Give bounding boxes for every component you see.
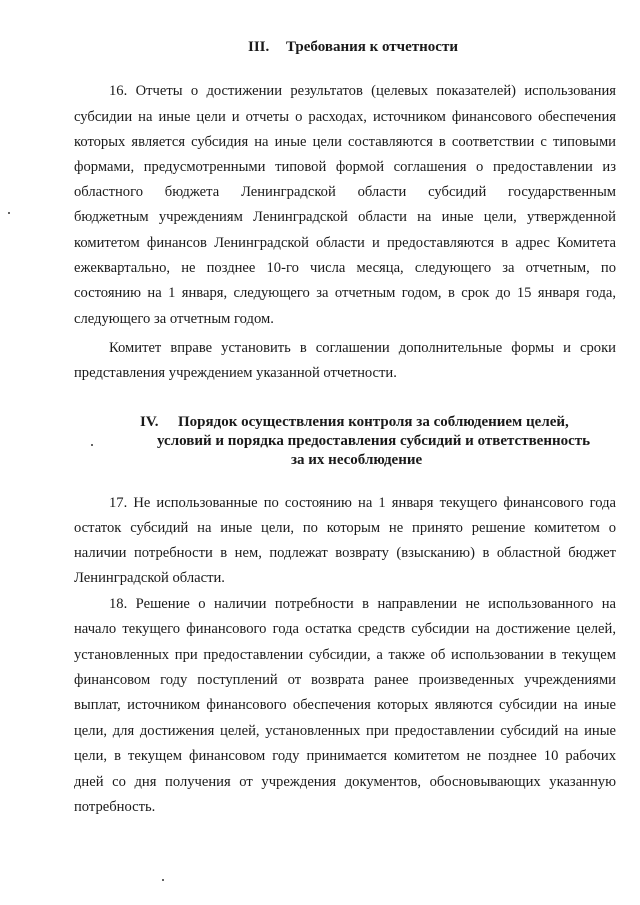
para-18-line: выплат, источником финансового обеспечения которых являются субсидии на иные [74, 697, 616, 713]
scan-speck [8, 212, 10, 214]
para-18-line: установленных при предоставлении субсидии, а также об использовании в текущем [74, 647, 616, 663]
para-16-line: формами, предусмотренными типовой формой соглашения о предоставлении из [74, 159, 616, 175]
scan-speck [162, 879, 164, 881]
para-16-line: областного бюджета Ленинградской области субсидий государственным [74, 184, 616, 200]
para-18-line: потребность. [74, 799, 156, 815]
para-16-line: ежеквартально, не позднее 10-го числа месяца, следующего за отчетным, по [74, 260, 616, 276]
para-18-line: дней со дня получения от учреждения документов, обосновывающих указанную [74, 774, 616, 790]
para-17-line: Ленинградской области. [74, 570, 225, 586]
para-18-line: финансовом году поступлений от возврата ранее произведенных учреждениями [74, 672, 616, 688]
para-16-line: комитетом финансов Ленинградской области и предоставляются в адрес Комитета [74, 235, 616, 251]
para-17-line: 17. Не использованные по состоянию на 1 января текущего финансового года [109, 495, 616, 511]
section-3-title: Требования к отчетности [286, 39, 458, 55]
para-18-line: цели, в текущем финансовом году принимается комитетом не позднее 10 рабочих [74, 748, 616, 764]
para-16-line: следующего за отчетным годом. [74, 311, 274, 327]
section-4-title-line3: за их несоблюдение [291, 452, 423, 468]
section-4-title-line1: Порядок осуществления контроля за соблюдением целей, [178, 414, 569, 430]
para-committee-line: представления учреждением указанной отчетности. [74, 365, 397, 381]
para-committee-line: Комитет вправе установить в соглашении дополнительные формы и сроки [109, 340, 616, 356]
para-16-line: которых является субсидия на иные цели составляются в соответствии с типовыми [74, 134, 616, 150]
para-16-line: бюджетным учреждениям Ленинградской области на иные цели, утвержденной [74, 209, 616, 225]
section-4-title-line2: условий и порядка предоставления субсидий и ответственность [157, 433, 591, 449]
para-17-line: наличии потребности в нем, подлежат возврату (взысканию) в областной бюджет [74, 545, 616, 561]
section-4-heading [140, 415, 569, 430]
para-18-line: цели, для достижения целей, установленных при предоставлении субсидий на иные [74, 723, 616, 739]
para-18-line: начало текущего финансового года остатка средств субсидии на достижение целей, [74, 621, 616, 637]
para-16-line: состоянию на 1 января, следующего за отчетным годом, в срок до 15 января года, [74, 285, 616, 301]
section-3-heading [248, 40, 458, 55]
section-4-number: IV. [140, 414, 159, 430]
para-18-line: 18. Решение о наличии потребности в направлении не использованного на [109, 596, 616, 612]
para-16-line: субсидии на иные цели и отчеты о расходах, источником финансового обеспечения [74, 109, 616, 125]
para-17-line: остаток субсидий на иные цели, по которым не принято решение комитетом о [74, 520, 616, 536]
para-16-line: 16. Отчеты о достижении результатов (целевых показателей) использования [109, 83, 616, 99]
scan-speck [91, 444, 93, 446]
section-3-number: III. [248, 39, 270, 55]
